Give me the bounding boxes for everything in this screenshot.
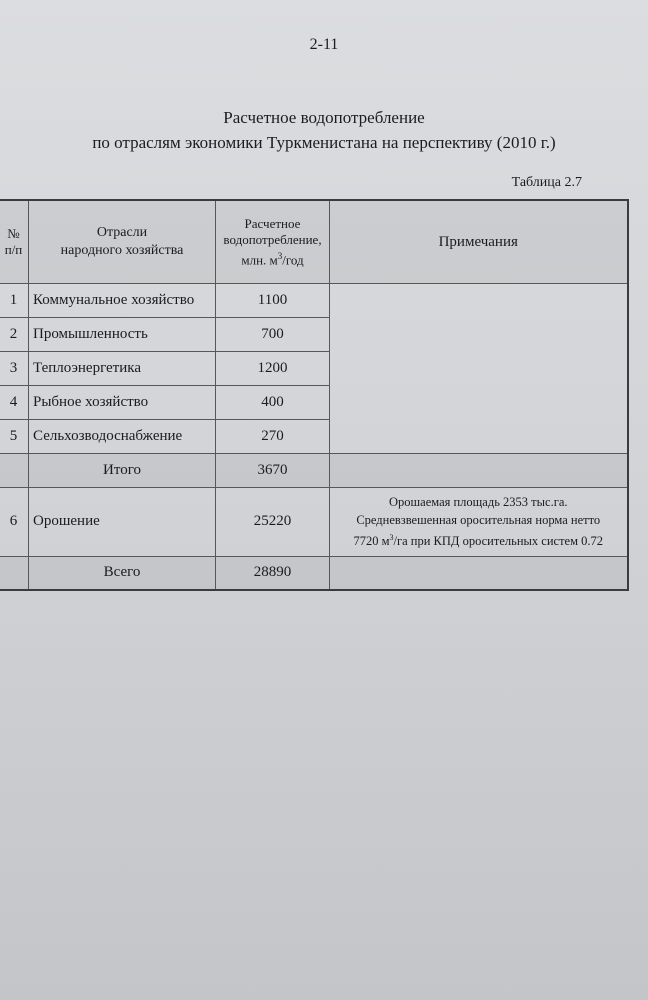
water-consumption-table — [0, 199, 629, 591]
row-branch-name: Сельхозводоснабжение — [29, 419, 216, 453]
page-number: 2-11 — [309, 36, 339, 53]
row-branch-name: Промышленность — [29, 317, 216, 351]
row-number: 1 — [0, 283, 29, 317]
total-value: 28890 — [216, 556, 330, 590]
row-number: 5 — [0, 419, 29, 453]
row-number: 2 — [0, 317, 29, 351]
row-branch-name: Коммунальное хозяйство — [29, 283, 216, 317]
header-notes: Примечания — [330, 200, 628, 283]
subtotal-value: 3670 — [216, 453, 330, 487]
header-number: № п/п — [0, 200, 29, 283]
row-notes-empty — [330, 283, 628, 453]
row-number: 3 — [0, 351, 29, 385]
row-value: 700 — [216, 317, 330, 351]
row-value: 25220 — [216, 487, 330, 556]
subtotal-label: Итого — [29, 453, 216, 487]
table-title-line-2: по отраслям экономики Туркменистана на перспективу (2010 г.) — [92, 133, 556, 152]
row-value: 1100 — [216, 283, 330, 317]
total-row — [0, 556, 628, 590]
row-branch-name: Орошение — [29, 487, 216, 556]
row-branch-name: Рыбное хозяйство — [29, 385, 216, 419]
row-number: 6 — [0, 487, 29, 556]
irrigation-note: Орошаемая площадь 2353 тыс.га. Средневзвешенная оросительная норма нетто 7720 $м^3/га$ при КПД оросительных систем 0.72 — [330, 487, 628, 556]
total-label: Всего — [29, 556, 216, 590]
table-row — [0, 283, 628, 317]
table-number-label: Таблица 2.7 — [511, 175, 582, 190]
row-branch-name: Теплоэнергетика — [29, 351, 216, 385]
row-value: 400 — [216, 385, 330, 419]
header-consumption: Расчетное водопотребление, млн. $м^3$/год — [216, 200, 330, 283]
header-branch: Отрасли народного хозяйства — [29, 200, 216, 283]
row-value: 1200 — [216, 351, 330, 385]
row-value: 270 — [216, 419, 330, 453]
row-number: 4 — [0, 385, 29, 419]
table-title-line-1: Расчетное водопотребление — [223, 108, 425, 127]
subtotal-row — [0, 453, 628, 487]
irrigation-row — [0, 487, 628, 556]
table-header-row — [0, 200, 628, 283]
